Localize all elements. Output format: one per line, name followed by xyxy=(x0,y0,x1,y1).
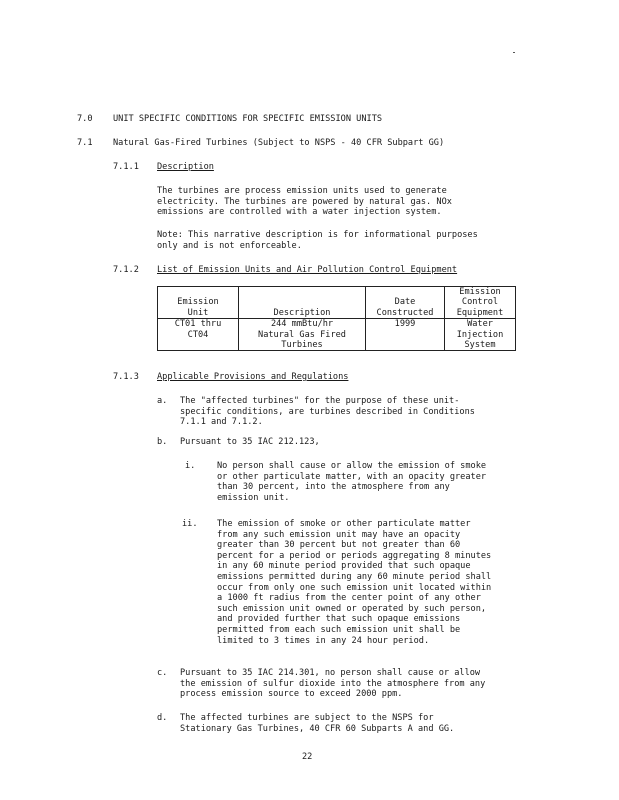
provisions-number: 7.1.3 xyxy=(113,372,139,382)
description-number: 7.1.1 xyxy=(113,162,139,172)
text-line: emissions are controlled with a water injection system. xyxy=(157,207,442,218)
text-line: a 1000 ft radius from the center point of any other xyxy=(217,593,481,604)
text-line: specific conditions, are turbines described in Conditions xyxy=(180,406,475,417)
section-number: 7.0 xyxy=(77,114,93,124)
cell-control-equipment: Water Injection System xyxy=(445,319,516,351)
text-line: or other particulate matter, with an opacity greater xyxy=(217,471,487,482)
item-a-label: a. xyxy=(157,396,168,406)
description-body xyxy=(157,186,452,218)
text-line: permitted from each such emission unit shall be xyxy=(217,624,461,635)
header-description: Description xyxy=(239,287,366,319)
equipment-heading: List of Emission Units and Air Pollution Control Equipment xyxy=(157,265,458,275)
text-line: Stationary Gas Turbines, 40 CFR 60 Subparts A and GG. xyxy=(180,723,455,734)
header-date-constructed: Date Constructed xyxy=(366,287,445,319)
item-b-body xyxy=(180,437,320,448)
text-line: percent for a period or periods aggregating 8 minutes xyxy=(217,550,492,561)
text-line: The emission of smoke or other particulate matter xyxy=(217,519,471,529)
item-b-ii-label: ii. xyxy=(182,519,198,529)
item-d-label: d. xyxy=(157,713,168,723)
header-control-equipment: Emission Control Equipment xyxy=(445,287,516,319)
text-line: from any such emission unit may have an opacity xyxy=(217,529,461,540)
text-line: the emission of sulfur dioxide into the atmosphere from any xyxy=(180,678,486,689)
cell-date-constructed: 1999 xyxy=(366,319,445,351)
table-row xyxy=(158,319,516,351)
text-line: The turbines are process emission units used to generate xyxy=(157,186,447,196)
description-note xyxy=(157,230,478,251)
cell-emission-unit: CT01 thru CT04 xyxy=(158,319,239,351)
item-c-label: c. xyxy=(157,668,168,678)
subsection-title: Natural Gas-Fired Turbines (Subject to NSPS - 40 CFR Subpart GG) xyxy=(113,138,445,148)
text-line: and provided further that such opaque emissions xyxy=(217,614,461,625)
description-heading: Description xyxy=(157,162,214,172)
text-line: 7.1.1 and 7.1.2. xyxy=(180,417,263,428)
provisions-heading: Applicable Provisions and Regulations xyxy=(157,372,349,382)
item-d-body xyxy=(180,713,454,734)
text-line: greater than 30 percent but not greater than 60 xyxy=(217,540,461,551)
text-line: electricity. The turbines are powered by natural gas. NOx xyxy=(157,196,452,207)
text-line: only and is not enforceable. xyxy=(157,240,302,251)
item-a-body xyxy=(180,396,475,428)
item-b-i-body xyxy=(217,461,486,503)
text-line: Pursuant to 35 IAC 212.123, xyxy=(180,437,320,447)
page-number: 22 xyxy=(302,752,313,762)
text-line: such emission unit owned or operated by such person, xyxy=(217,603,487,614)
text-line: The affected turbines are subject to the NSPS for xyxy=(180,713,434,723)
text-line: Note: This narrative description is for informational purposes xyxy=(157,230,478,240)
text-line: emissions permitted during any 60 minute period shall xyxy=(217,571,492,582)
cell-description: 244 mmBtu/hr Natural Gas Fired Turbines xyxy=(239,319,366,351)
item-b-label: b. xyxy=(157,437,168,447)
item-c-body xyxy=(180,668,485,700)
text-line: in any 60 minute period provided that such opaque xyxy=(217,561,471,572)
text-line: The "affected turbines" for the purpose of these unit- xyxy=(180,396,460,406)
equipment-number: 7.1.2 xyxy=(113,265,139,275)
header-emission-unit: Emission Unit xyxy=(158,287,239,319)
equipment-table xyxy=(157,286,516,351)
subsection-number: 7.1 xyxy=(77,138,93,148)
text-line: occur from only one such emission unit located within xyxy=(217,582,492,593)
text-line: limited to 3 times in any 24 hour period. xyxy=(217,635,430,646)
table-header-row xyxy=(158,287,516,319)
text-line: than 30 percent, into the atmosphere from any xyxy=(217,482,450,493)
text-line: emission unit. xyxy=(217,492,290,503)
scan-speck xyxy=(513,52,515,53)
item-b-ii-body xyxy=(217,519,491,646)
text-line: process emission source to exceed 2000 ppm. xyxy=(180,689,403,700)
section-title: UNIT SPECIFIC CONDITIONS FOR SPECIFIC EMISSION UNITS xyxy=(113,114,383,124)
text-line: Pursuant to 35 IAC 214.301, no person shall cause or allow xyxy=(180,668,481,678)
text-line: No person shall cause or allow the emission of smoke xyxy=(217,461,487,471)
item-b-i-label: i. xyxy=(185,461,196,471)
